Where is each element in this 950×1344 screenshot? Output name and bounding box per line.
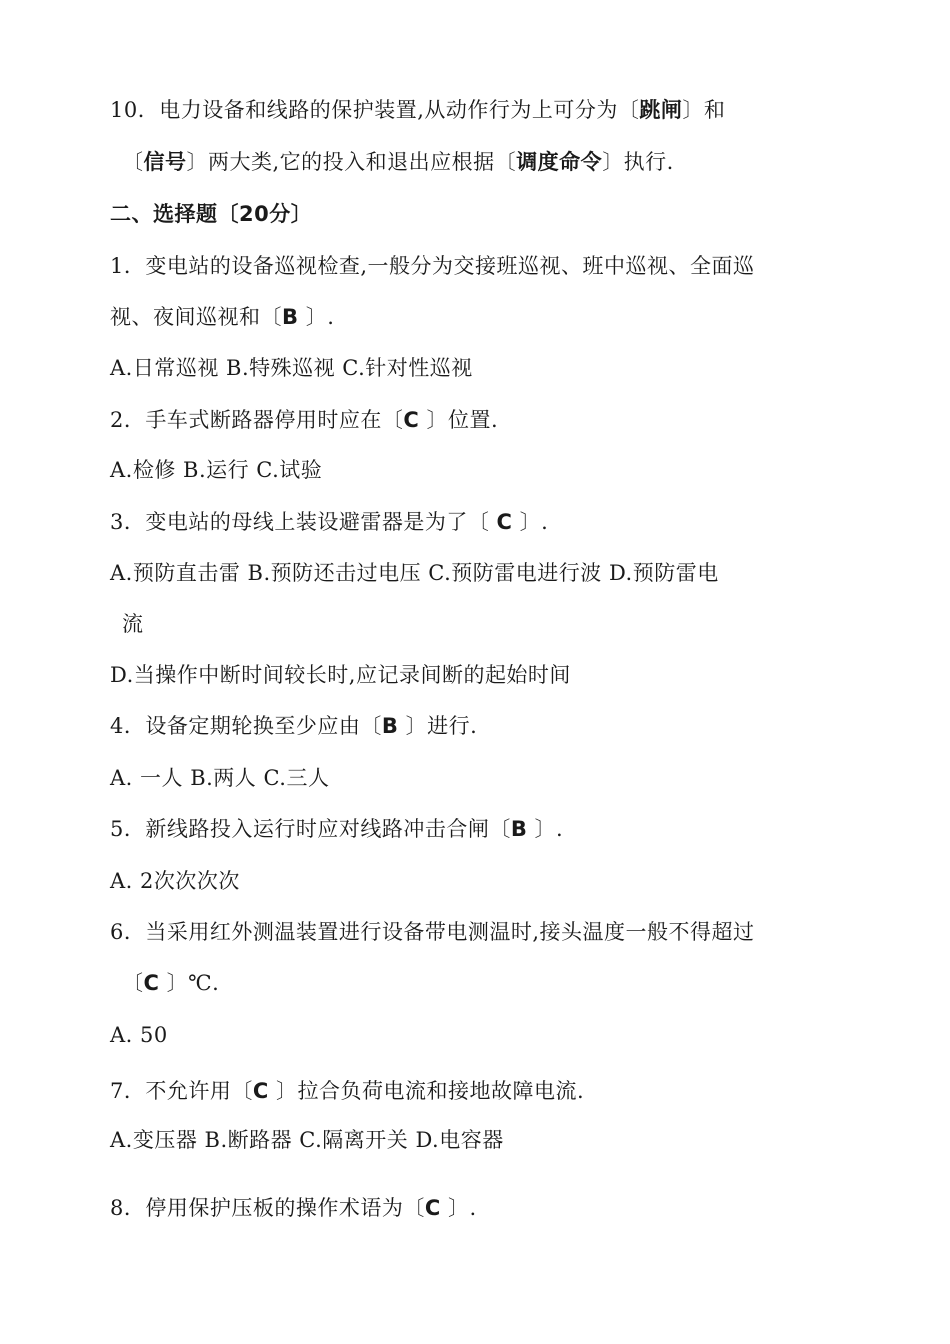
q10-answer-2: 信号 [143, 150, 187, 174]
q6-text: 〕℃. [159, 971, 220, 995]
q4-options: A. 一人 B.两人 C.三人 [110, 766, 330, 790]
q10-text: 〕执行. [602, 150, 674, 174]
q8-text: 8．停用保护压板的操作术语为〔 [110, 1196, 425, 1220]
q5-answer: B [510, 817, 528, 841]
q3-line [110, 508, 548, 536]
q8-line [110, 1194, 477, 1222]
q10-answer-3: 调度命令 [516, 150, 603, 174]
q5-text: 5．新线路投入运行时应对线路冲击合闸〔 [110, 817, 511, 841]
q1-text: 视、夜间巡视和〔 [110, 305, 282, 329]
q7-text: 〕拉合负荷电流和接地故障电流. [268, 1079, 585, 1103]
q10-text: 〔 [122, 150, 144, 174]
q1-line-2 [110, 303, 334, 331]
q6-line-1: 6．当采用红外测温装置进行设备带电测温时,接头温度一般不得超过 [110, 920, 755, 944]
q3-text: 3．变电站的母线上装设避雷器是为了〔 [110, 510, 497, 534]
q10-line-1 [110, 96, 725, 124]
q10-line-2 [122, 148, 674, 176]
q2-text: 2．手车式断路器停用时应在〔 [110, 408, 404, 432]
q10-text: 〕两大类,它的投入和退出应根据〔 [186, 150, 517, 174]
q4-line [110, 712, 477, 740]
q1-answer: B [282, 305, 299, 329]
q7-answer: C [252, 1079, 269, 1103]
q8-text: 〕. [440, 1196, 477, 1220]
q6-text: 〔 [122, 971, 144, 995]
q7-options: A.变压器 B.断路器 C.隔离开关 D.电容器 [110, 1128, 504, 1152]
q2-line [110, 406, 498, 434]
q7-text: 7．不允许用〔 [110, 1079, 253, 1103]
q3-options-line-2: 流 [122, 612, 144, 636]
q4-text: 4．设备定期轮换至少应由〔 [110, 714, 382, 738]
q1-text: 〕. [298, 305, 335, 329]
q1-line-1: 1．变电站的设备巡视检查,一般分为交接班巡视、班中巡视、全面巡 [110, 254, 755, 278]
q10-answer-1: 跳闸 [639, 98, 683, 122]
q7-line [110, 1077, 584, 1105]
q6-options: A. 50 [110, 1023, 168, 1047]
q8-answer: C [424, 1196, 441, 1220]
q6-answer: C [143, 971, 160, 995]
q2-answer: C [403, 408, 420, 432]
q2-text: 〕位置. [419, 408, 499, 432]
q5-options: A. 2次次次次 [110, 869, 240, 893]
q5-line [110, 815, 563, 843]
q10-text: 〕和 [682, 98, 726, 122]
q4-answer: B [381, 714, 399, 738]
q10-text: 10．电力设备和线路的保护装置,从动作行为上可分为〔 [110, 98, 640, 122]
q3-extra-line: D.当操作中断时间较长时,应记录间断的起始时间 [110, 663, 571, 687]
section-heading: 二、选择题〔20分〕 [110, 202, 313, 226]
q4-text: 〕进行. [398, 714, 478, 738]
q3-text: 〕. [512, 510, 549, 534]
q1-options: A.日常巡视 B.特殊巡视 C.针对性巡视 [110, 356, 473, 380]
q3-answer: C [496, 510, 513, 534]
q2-options: A.检修 B.运行 C.试验 [110, 458, 323, 482]
q5-text: 〕. [527, 817, 564, 841]
q6-line-2 [122, 969, 219, 997]
q3-options-line-1: A.预防直击雷 B.预防还击过电压 C.预防雷电进行波 D.预防雷电 [110, 561, 719, 585]
